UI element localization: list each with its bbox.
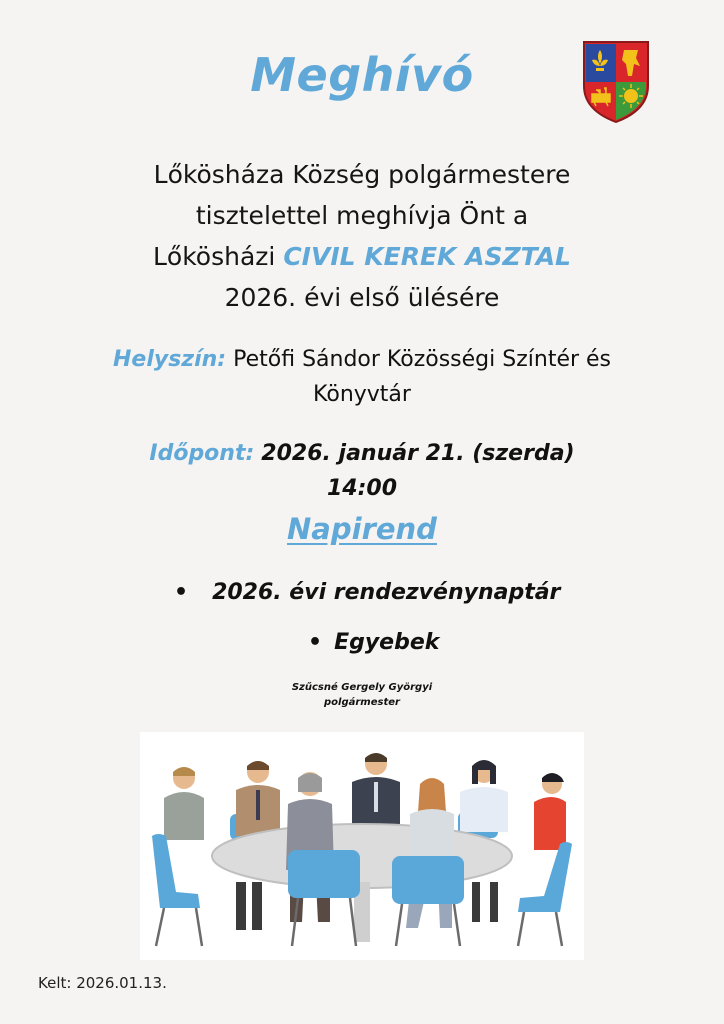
agenda-item-text: Egyebek (334, 630, 440, 655)
coat-of-arms-icon (580, 36, 652, 124)
time-label: Időpont: (149, 441, 255, 466)
intro-line-3 (0, 236, 724, 277)
intro-line-3-prefix: Lőkösházi (153, 242, 276, 271)
venue-value-line-1: Petőfi Sándor Közösségi Színtér és (233, 347, 612, 372)
venue-value-line-2: Könyvtár (313, 382, 411, 407)
bullet-icon: • (308, 630, 323, 655)
signer-role: polgármester (324, 697, 400, 708)
agenda-item-text: 2026. évi rendezvénynaptár (212, 580, 561, 605)
issue-date: Kelt: 2026.01.13. (38, 974, 167, 992)
agenda-title: Napirend (287, 512, 437, 546)
venue-label: Helyszín: (112, 347, 227, 372)
invitation-title: Meghívó (250, 48, 474, 102)
event-name: CIVIL KEREK ASZTAL (283, 242, 571, 271)
intro-text (0, 154, 724, 318)
round-table-meeting-illustration (140, 732, 584, 960)
event-date: 2026. január 21. (szerda) (261, 441, 575, 466)
bullet-icon: • (174, 580, 189, 605)
intro-line-1: Lőkösháza Község polgármestere (153, 160, 571, 189)
intro-line-4: 2026. évi első ülésére (224, 283, 500, 312)
intro-line-2: tisztelettel meghívja Önt a (195, 201, 529, 230)
agenda-item (308, 630, 439, 655)
agenda-item (174, 580, 560, 605)
event-hour: 14:00 (326, 476, 398, 501)
signature-block (0, 680, 724, 710)
signer-name: Szűcsné Gergely Györgyi (291, 682, 433, 693)
venue-block (80, 342, 644, 412)
time-block (80, 436, 644, 506)
